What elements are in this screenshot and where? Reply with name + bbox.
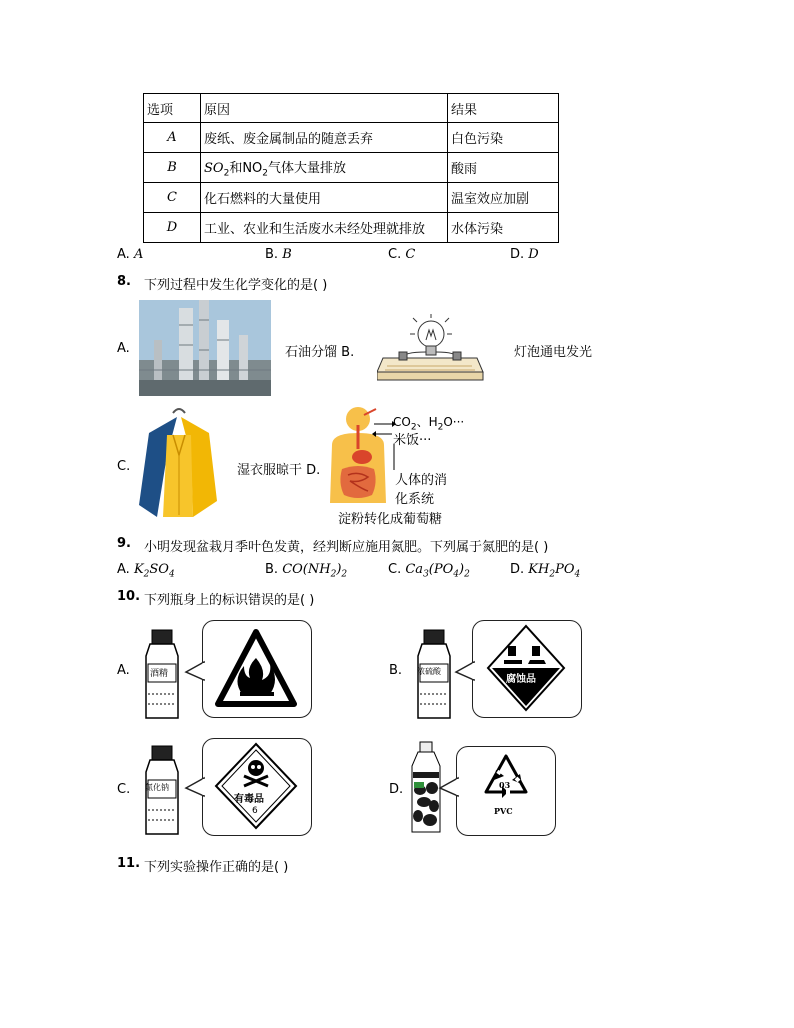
subscript: 3 <box>423 569 429 580</box>
formula: O··· <box>443 415 465 429</box>
choice-label: C. <box>388 562 402 577</box>
formula: CO(NH <box>282 562 331 577</box>
q8-number: 8. <box>117 274 131 289</box>
recycle-code: 03 <box>499 780 511 790</box>
q7-choice-d[interactable] <box>510 247 539 262</box>
toxic-sign-icon <box>214 742 298 830</box>
q10-d-label[interactable]: D. <box>389 782 404 797</box>
q8-b-label[interactable]: B. <box>341 345 355 360</box>
q7-choice-a[interactable] <box>117 247 143 262</box>
table-cell: 化石燃料的大量使用 <box>201 183 448 213</box>
subscript: 4 <box>453 569 460 580</box>
formula: SO <box>149 562 169 577</box>
q10-stem: 下列瓶身上的标识错误的是( ) <box>144 593 315 608</box>
table-header: 原因 <box>201 94 448 123</box>
q8-stem: 下列过程中发生化学变化的是( ) <box>144 278 328 293</box>
q8-c-text <box>237 459 320 478</box>
table-cell: B <box>144 153 201 183</box>
formula: PO <box>555 562 575 577</box>
table-row <box>144 94 559 123</box>
choice-value: D <box>528 247 539 262</box>
formula: 、H <box>416 415 438 429</box>
q10-c-label[interactable]: C. <box>117 782 131 797</box>
bottle-label: 浓硫酸 <box>417 667 441 676</box>
recycle-icon <box>476 750 536 808</box>
refinery-image <box>139 300 271 396</box>
q11-stem: 下列实验操作正确的是( ) <box>144 860 289 875</box>
table-cell: 水体污染 <box>448 213 559 243</box>
subscript: 2 <box>464 569 470 580</box>
option-text: 石油分馏 <box>285 345 338 360</box>
q8-d-text: 淀粉转化成葡萄糖 <box>338 512 443 527</box>
choice-label: B. <box>265 247 279 262</box>
q10-a-label[interactable]: A. <box>117 663 130 678</box>
choice-value: B <box>282 247 292 262</box>
table-cell <box>201 153 448 183</box>
flammable-sign-icon <box>214 628 298 708</box>
table-cell: 工业、农业和生活废水未经处理就排放 <box>201 213 448 243</box>
formula: CO <box>393 415 411 429</box>
sign-text: 腐蚀品 <box>506 674 536 685</box>
formula: Ca <box>405 562 424 577</box>
q8-c-label[interactable]: C. <box>117 459 131 474</box>
sign-text: 有毒品 <box>234 794 264 805</box>
choice-label: B. <box>265 562 279 577</box>
option-text: 湿衣服晾干 <box>237 463 303 478</box>
table-cell: D <box>144 213 201 243</box>
table-row <box>144 153 559 183</box>
choice-label: D. <box>510 247 525 262</box>
formula: SO <box>204 160 224 176</box>
cell-text: 气体大量排放 <box>268 160 347 176</box>
table-row <box>144 183 559 213</box>
formula: ) <box>459 562 465 577</box>
subscript: 2 <box>143 569 150 580</box>
corrosive-sign-icon <box>486 624 566 712</box>
q11-number: 11. <box>117 856 141 871</box>
choice-label: A. <box>117 562 130 577</box>
subscript: 2 <box>262 168 269 179</box>
table-header: 结果 <box>448 94 559 123</box>
sign-number: 6 <box>252 806 258 816</box>
subscript: 2 <box>410 422 417 433</box>
figure-label: 人体的消 <box>395 473 448 488</box>
choice-value: C <box>405 247 416 262</box>
choice-label: A. <box>117 247 130 262</box>
formula: ) <box>336 562 342 577</box>
subscript: 2 <box>549 569 556 580</box>
q9-number: 9. <box>117 536 131 551</box>
subscript: 2 <box>437 422 444 433</box>
table-row <box>144 213 559 243</box>
table-cell: C <box>144 183 201 213</box>
figure-label: 化系统 <box>395 492 435 507</box>
speech-pointer-icon <box>184 776 206 798</box>
q9-choice-c[interactable] <box>388 562 470 580</box>
table-cell: 废纸、废金属制品的随意丢弃 <box>201 123 448 153</box>
formula: KH <box>528 562 550 577</box>
wet-clothes-image <box>137 405 221 523</box>
table-cell: 白色污染 <box>448 123 559 153</box>
subscript: 4 <box>574 569 581 580</box>
subscript: 2 <box>330 569 337 580</box>
q8-a-label[interactable]: A. <box>117 341 130 356</box>
table-cell: 温室效应加剧 <box>448 183 559 213</box>
figure-label: 米饭··· <box>393 433 432 448</box>
bottle-label: 酒精 <box>150 669 169 679</box>
q9-choice-d[interactable] <box>510 562 580 580</box>
q9-choice-a[interactable] <box>117 562 175 580</box>
speech-pointer-icon <box>184 660 206 682</box>
q10-number: 10. <box>117 589 141 604</box>
q7-choice-b[interactable] <box>265 247 292 262</box>
table-row <box>144 123 559 153</box>
q8-a-text <box>285 341 354 360</box>
subscript: 2 <box>223 168 230 179</box>
q7-choice-c[interactable] <box>388 247 415 262</box>
formula: K <box>133 562 144 577</box>
speech-pointer-icon <box>438 776 460 798</box>
formula: (PO <box>428 562 454 577</box>
choice-value: A <box>133 247 144 262</box>
recycle-material: PVC <box>494 806 513 816</box>
q8-d-label[interactable]: D. <box>306 463 321 478</box>
formula: 和NO <box>229 160 263 176</box>
choice-label: D. <box>510 562 525 577</box>
q9-stem: 小明发现盆栽月季叶色发黄，经判断应施用氮肥。下列属于氮肥的是( ) <box>144 540 549 555</box>
table-cell: A <box>144 123 201 153</box>
light-bulb-circuit-image <box>377 314 485 382</box>
bottle-label: 氯化钠 <box>145 783 169 792</box>
subscript: 2 <box>341 569 348 580</box>
speech-pointer-icon <box>454 660 476 682</box>
q8-b-text: 灯泡通电发光 <box>514 345 593 360</box>
subscript: 4 <box>168 569 175 580</box>
q9-choice-b[interactable] <box>265 562 347 580</box>
table-cell: 酸雨 <box>448 153 559 183</box>
choice-label: C. <box>388 247 402 262</box>
q10-b-label[interactable]: B. <box>389 663 403 678</box>
table-header: 选项 <box>144 94 201 123</box>
q7-table <box>143 93 559 243</box>
